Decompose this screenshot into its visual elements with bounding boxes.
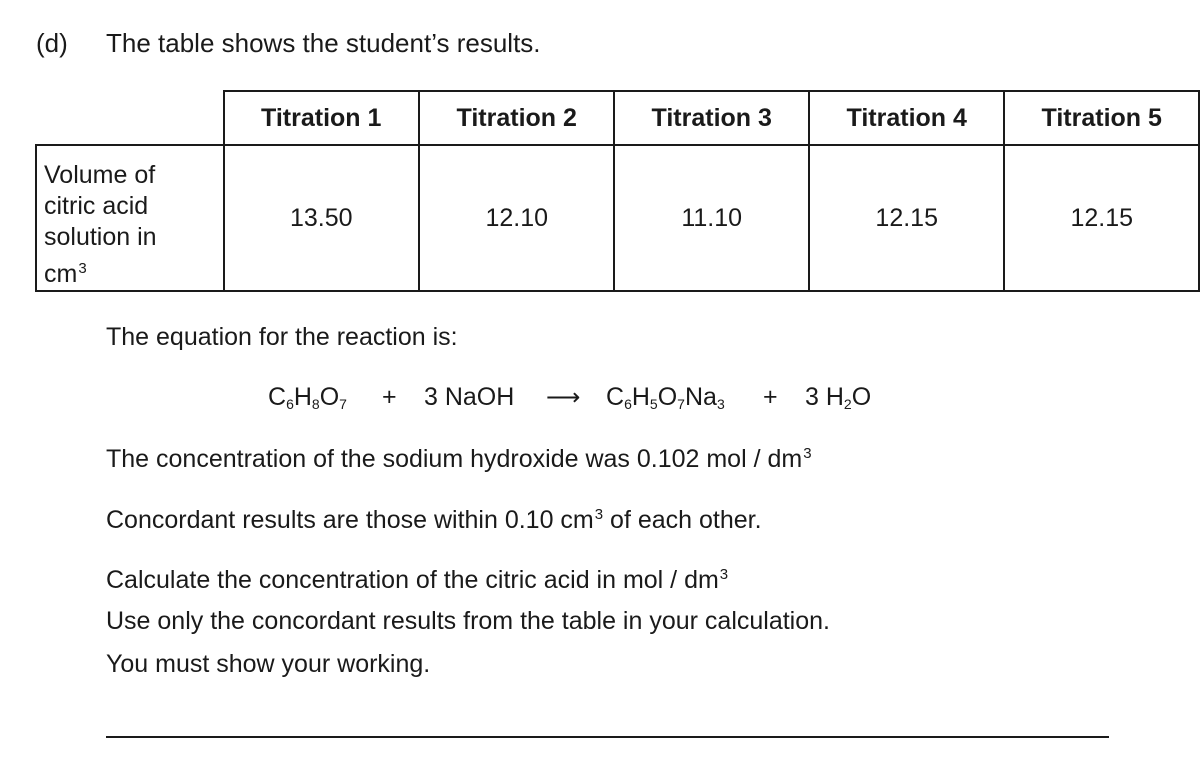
header-titration-3: Titration 3	[614, 91, 809, 145]
header-titration-5: Titration 5	[1004, 91, 1199, 145]
row-label-unit-sup: 3	[78, 260, 87, 277]
empty-header-cell	[36, 91, 224, 145]
value-titration-3: 11.10	[614, 145, 809, 291]
instruction-calculate: Calculate the concentration of the citric acid in mol / $dm^3$	[106, 566, 729, 594]
row-label	[36, 145, 224, 291]
instruction-show-working: You must show your working.	[106, 650, 431, 678]
row-label-line-1: Volume of	[44, 161, 156, 189]
question-intro: The table shows the student’s results.	[106, 28, 541, 58]
product-water: 3 $H_2O$	[805, 383, 872, 412]
value-titration-1: 13.50	[224, 145, 419, 291]
header-titration-4: Titration 4	[809, 91, 1004, 145]
product-sodium-citrate: $C_6H_5O_7Na_3$	[606, 383, 725, 412]
row-label-unit: cm	[44, 260, 78, 288]
question-label: (d)	[36, 28, 68, 58]
concordant-statement: Concordant results are those within 0.10 $cm^3$ of each other.	[106, 506, 762, 534]
reaction-arrow: ⟶	[546, 384, 581, 411]
equation-intro: The equation for the reaction is:	[106, 323, 458, 351]
value-titration-5: 12.15	[1004, 145, 1199, 291]
row-label-line-3: solution in	[44, 223, 157, 251]
instruction-concordant-only: Use only the concordant results from the table in your calculation.	[106, 607, 830, 635]
plus-sign-1: +	[382, 383, 397, 411]
row-label-line-2: citric acid	[44, 192, 149, 220]
plus-sign-2: +	[763, 383, 778, 411]
reactant-citric-acid: $C_6H_8O_7$	[268, 383, 347, 412]
reactant-naoh: 3 NaOH	[424, 383, 515, 411]
header-titration-1: Titration 1	[224, 91, 419, 145]
header-titration-2: Titration 2	[419, 91, 614, 145]
answer-line	[106, 736, 1109, 738]
header-row	[36, 91, 1199, 145]
value-titration-4: 12.15	[809, 145, 1004, 291]
volume-row	[36, 145, 1199, 291]
value-titration-2: 12.10	[419, 145, 614, 291]
concentration-statement: The concentration of the sodium hydroxide was 0.102 mol / $dm^3$	[106, 445, 812, 473]
row-label-unit-line	[44, 253, 223, 290]
results-table	[35, 90, 1200, 292]
